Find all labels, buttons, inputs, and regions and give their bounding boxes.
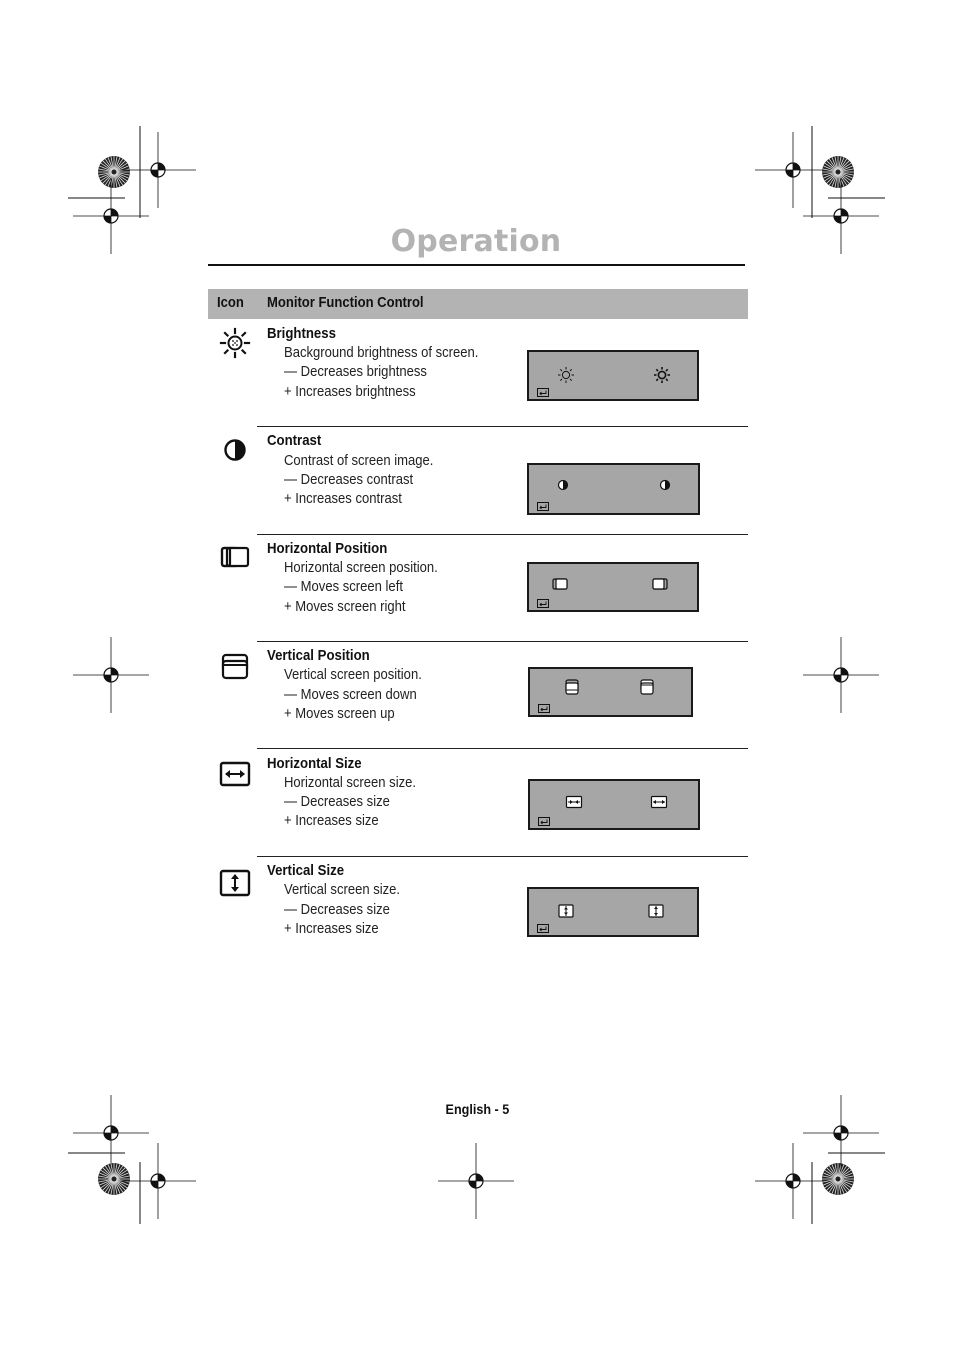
row-description: Vertical screen size. bbox=[284, 882, 401, 898]
enter-icon bbox=[538, 704, 550, 713]
row-title: Horizontal Size bbox=[267, 755, 362, 772]
screen-right-icon bbox=[651, 575, 669, 593]
table-row bbox=[0, 749, 954, 856]
table-row bbox=[0, 427, 954, 534]
row-decrease-text: — Decreases contrast bbox=[284, 472, 414, 488]
page-footer bbox=[0, 1101, 954, 1117]
enter-icon bbox=[537, 599, 549, 608]
row-decrease-text: — Moves screen down bbox=[284, 687, 417, 703]
hsize-decrease-icon bbox=[565, 793, 583, 811]
header-icon-column: Icon bbox=[217, 295, 244, 311]
enter-icon bbox=[537, 388, 549, 397]
title-divider bbox=[208, 264, 745, 266]
row-description: Horizontal screen size. bbox=[284, 775, 417, 791]
contrast-high-icon bbox=[656, 476, 674, 494]
screen-left-icon bbox=[551, 575, 569, 593]
vsize-decrease-icon bbox=[557, 902, 575, 920]
enter-icon bbox=[537, 502, 549, 511]
table-row bbox=[0, 642, 954, 749]
row-description: Background brightness of screen. bbox=[284, 345, 479, 361]
table-header bbox=[208, 289, 748, 319]
osd-vsize-panel bbox=[527, 887, 699, 937]
row-increase-text: + Moves screen up bbox=[284, 706, 395, 722]
screen-up-icon bbox=[638, 678, 656, 696]
page-number: English - 5 bbox=[445, 1101, 509, 1117]
osd-vposition-panel bbox=[528, 667, 693, 717]
row-description: Contrast of screen image. bbox=[284, 453, 434, 469]
vsize-increase-icon bbox=[647, 902, 665, 920]
brightness-icon bbox=[219, 327, 251, 359]
page-title: Operation bbox=[390, 224, 562, 259]
table-row bbox=[0, 319, 954, 426]
contrast-low-icon bbox=[554, 476, 572, 494]
header-function-column: Monitor Function Control bbox=[267, 295, 424, 311]
row-increase-text: + Increases brightness bbox=[284, 384, 416, 400]
osd-contrast-panel bbox=[527, 463, 700, 515]
row-title: Horizontal Position bbox=[267, 540, 388, 557]
osd-hsize-panel bbox=[528, 779, 700, 830]
horizontal-size-icon bbox=[219, 758, 251, 790]
hsize-increase-icon bbox=[650, 793, 668, 811]
table-row bbox=[0, 535, 954, 642]
row-increase-text: + Increases size bbox=[284, 921, 379, 937]
vertical-size-icon bbox=[219, 867, 251, 899]
screen-down-icon bbox=[563, 678, 581, 696]
row-decrease-text: — Decreases size bbox=[284, 902, 390, 918]
osd-brightness-panel bbox=[527, 350, 699, 401]
row-increase-text: + Increases contrast bbox=[284, 491, 402, 507]
sun-bright-icon bbox=[653, 366, 671, 384]
row-title: Vertical Size bbox=[267, 862, 345, 879]
row-decrease-text: — Decreases brightness bbox=[284, 364, 427, 380]
enter-icon bbox=[538, 817, 550, 826]
row-description: Vertical screen position. bbox=[284, 667, 422, 683]
sun-dim-icon bbox=[557, 366, 575, 384]
osd-hposition-panel bbox=[527, 562, 699, 612]
table-row bbox=[0, 857, 954, 964]
vertical-position-icon bbox=[219, 651, 251, 683]
row-increase-text: + Increases size bbox=[284, 813, 379, 829]
row-title: Vertical Position bbox=[267, 647, 370, 664]
row-decrease-text: — Moves screen left bbox=[284, 579, 403, 595]
row-title: Brightness bbox=[267, 325, 336, 342]
row-decrease-text: — Decreases size bbox=[284, 794, 390, 810]
horizontal-position-icon bbox=[219, 541, 251, 573]
row-title: Contrast bbox=[267, 432, 322, 449]
contrast-icon bbox=[219, 434, 251, 466]
row-increase-text: + Moves screen right bbox=[284, 599, 406, 615]
row-description: Horizontal screen position. bbox=[284, 560, 438, 576]
enter-icon bbox=[537, 924, 549, 933]
